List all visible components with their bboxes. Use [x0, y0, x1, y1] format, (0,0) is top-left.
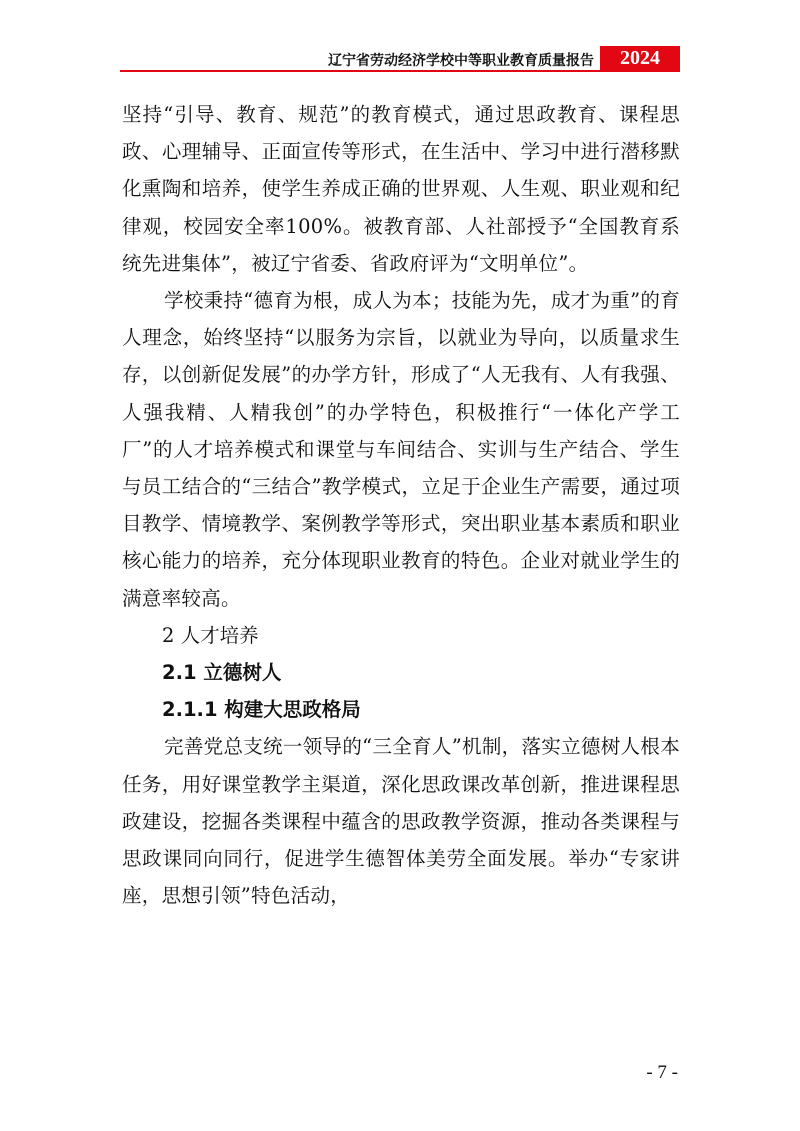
- paragraph-ideology: 完善党总支统一领导的“三全育人”机制，落实立德树人根本任务，用好课堂教学主渠道，深化思政课改革创新，推进课程思政建设，挖掘各类课程中蕴含的思政教学资源，推动各类课程与思政课同向同行，促进学生德智体美劳全面发展。举办“专家讲座，思想引领”特色活动，: [122, 735, 680, 908]
- page-header: [120, 44, 680, 72]
- report-title: 辽宁省劳动经济学校中等职业教育质量报告: [328, 53, 594, 69]
- section-heading: 2 人才培养: [162, 623, 259, 647]
- paragraph-continued: 坚持“引导、教育、规范”的教育模式，通过思政教育、课程思政、心理辅导、正面宣传等形式，在生活中、学习中进行潜移默化熏陶和培养，使学生养成正确的世界观、人生观、职业观和纪律观，校园安全率100%。被教育部、人社部授予“全国教育系统先进集体”，被辽宁省委、省政府评为“文明单位”。: [122, 103, 680, 275]
- page-number: - 7 -: [646, 1062, 678, 1083]
- subsubsection-heading: 2.1.1 构建大思政格局: [162, 698, 361, 722]
- subsection-heading: 2.1 立德树人: [162, 661, 282, 685]
- header-divider: [120, 70, 680, 72]
- year-badge: 2024: [600, 46, 680, 70]
- paragraph-philosophy: 学校秉持“德育为根，成人为本；技能为先，成才为重”的育人理念，始终坚持“以服务为宗旨，以就业为导向，以质量求生存，以创新促发展”的办学方针，形成了“人无我有、人有我强、人强我精、人精我创”的办学特色，积极推行“一体化产学工厂”的人才培养模式和课堂与车间结合、实训与生产结合、学生与员工结合的“三结合”教学模式，立足于企业生产需要，通过项目教学、情境教学、案例教学等形式，突出职业基本素质和职业核心能力的培养，充分体现职业教育的特色。企业对就业学生的满意率较高。: [122, 289, 680, 610]
- document-body: [122, 96, 680, 914]
